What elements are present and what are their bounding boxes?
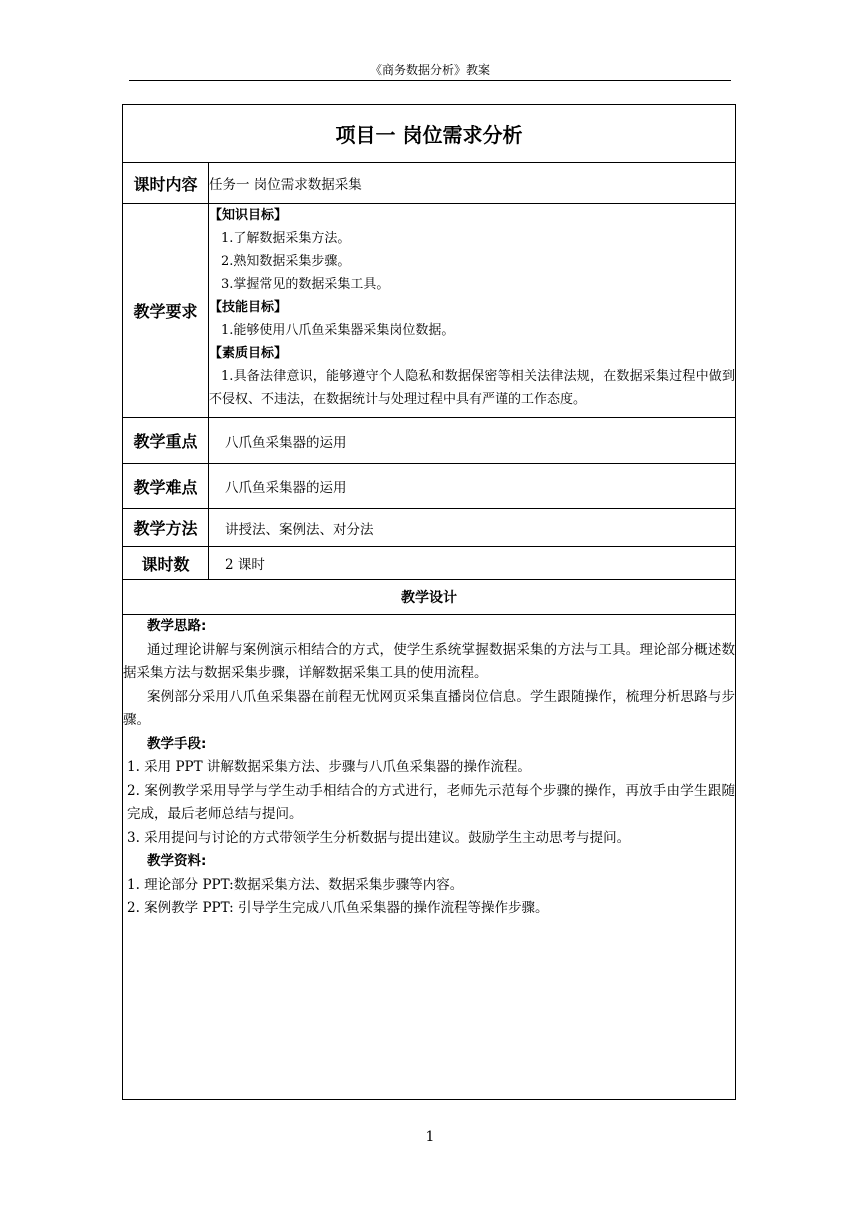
label-teaching-difficulty: 教学难点 [123, 464, 209, 509]
teaching-means-item: 2. 案例教学采用导学与学生动手相结合的方式进行，老师先示范每个步骤的操作，再放手由学生跟随完成，最后老师总结与提问。 [127, 782, 735, 822]
teaching-materials-item: 2. 案例教学 PPT: 引导学生完成八爪鱼采集器的操作流程等操作步骤。 [127, 900, 549, 916]
teaching-design-heading: 教学设计 [123, 580, 736, 615]
knowledge-goal-item: 3.掌握常见的数据采集工具。 [221, 277, 390, 292]
document-title: 项目一 岗位需求分析 [123, 105, 736, 163]
header-rule [129, 80, 731, 81]
value-teaching-method: 讲授法、案例法、对分法 [209, 509, 736, 547]
teaching-design-body [123, 615, 736, 1100]
quality-goal-text: 1.具备法律意识，能够遵守个人隐私和数据保密等相关法律法规，在数据采集过程中做到不侵权、不违法，在数据统计与处理过程中具有严谨的工作态度。 [209, 369, 735, 407]
page-number: 1 [425, 1129, 435, 1145]
label-teaching-focus: 教学重点 [123, 418, 209, 464]
skill-goal-heading: 【技能目标】 [209, 300, 288, 315]
lesson-plan-table [122, 104, 736, 1100]
skill-goal-item: 1.能够使用八爪鱼采集器采集岗位数据。 [221, 323, 455, 338]
value-lesson-content: 任务一 岗位需求数据采集 [209, 163, 736, 204]
label-lesson-content: 课时内容 [123, 163, 209, 204]
page-header: 《商务数据分析》教案 [369, 63, 490, 77]
value-teaching-difficulty: 八爪鱼采集器的运用 [209, 464, 736, 509]
teaching-means-heading: 教学手段: [147, 735, 207, 752]
quality-goal-heading: 【素质目标】 [209, 346, 288, 361]
teaching-idea-paragraph: 通过理论讲解与案例演示相结合的方式，使学生系统掌握数据采集的方法与工具。理论部分概述数据采集方法与数据采集步骤，详解数据采集工具的使用流程。 [123, 641, 735, 681]
value-teaching-focus: 八爪鱼采集器的运用 [209, 418, 736, 464]
teaching-idea-paragraph: 案例部分采用八爪鱼采集器在前程无忧网页采集直播岗位信息。学生跟随操作，梳理分析思路与步骤。 [123, 688, 735, 728]
knowledge-goal-heading: 【知识目标】 [209, 208, 288, 223]
knowledge-goal-item: 2.熟知数据采集步骤。 [221, 254, 351, 269]
teaching-means-item: 1. 采用 PPT 讲解数据采集方法、步骤与八爪鱼采集器的操作流程。 [127, 759, 531, 775]
teaching-materials-heading: 教学资料: [147, 853, 207, 869]
label-class-hours: 课时数 [123, 547, 209, 580]
teaching-materials-item: 1. 理论部分 PPT:数据采集方法、数据采集步骤等内容。 [127, 876, 464, 893]
teaching-means-item: 3. 采用提问与讨论的方式带领学生分析数据与提出建议。鼓励学生主动思考与提问。 [127, 829, 631, 846]
value-class-hours: 2 课时 [209, 547, 736, 580]
teaching-idea-heading: 教学思路: [147, 618, 207, 634]
teaching-requirements [209, 204, 736, 418]
label-teaching-method: 教学方法 [123, 509, 209, 547]
knowledge-goal-item: 1.了解数据采集方法。 [221, 231, 351, 246]
label-teaching-requirements: 教学要求 [123, 204, 209, 418]
